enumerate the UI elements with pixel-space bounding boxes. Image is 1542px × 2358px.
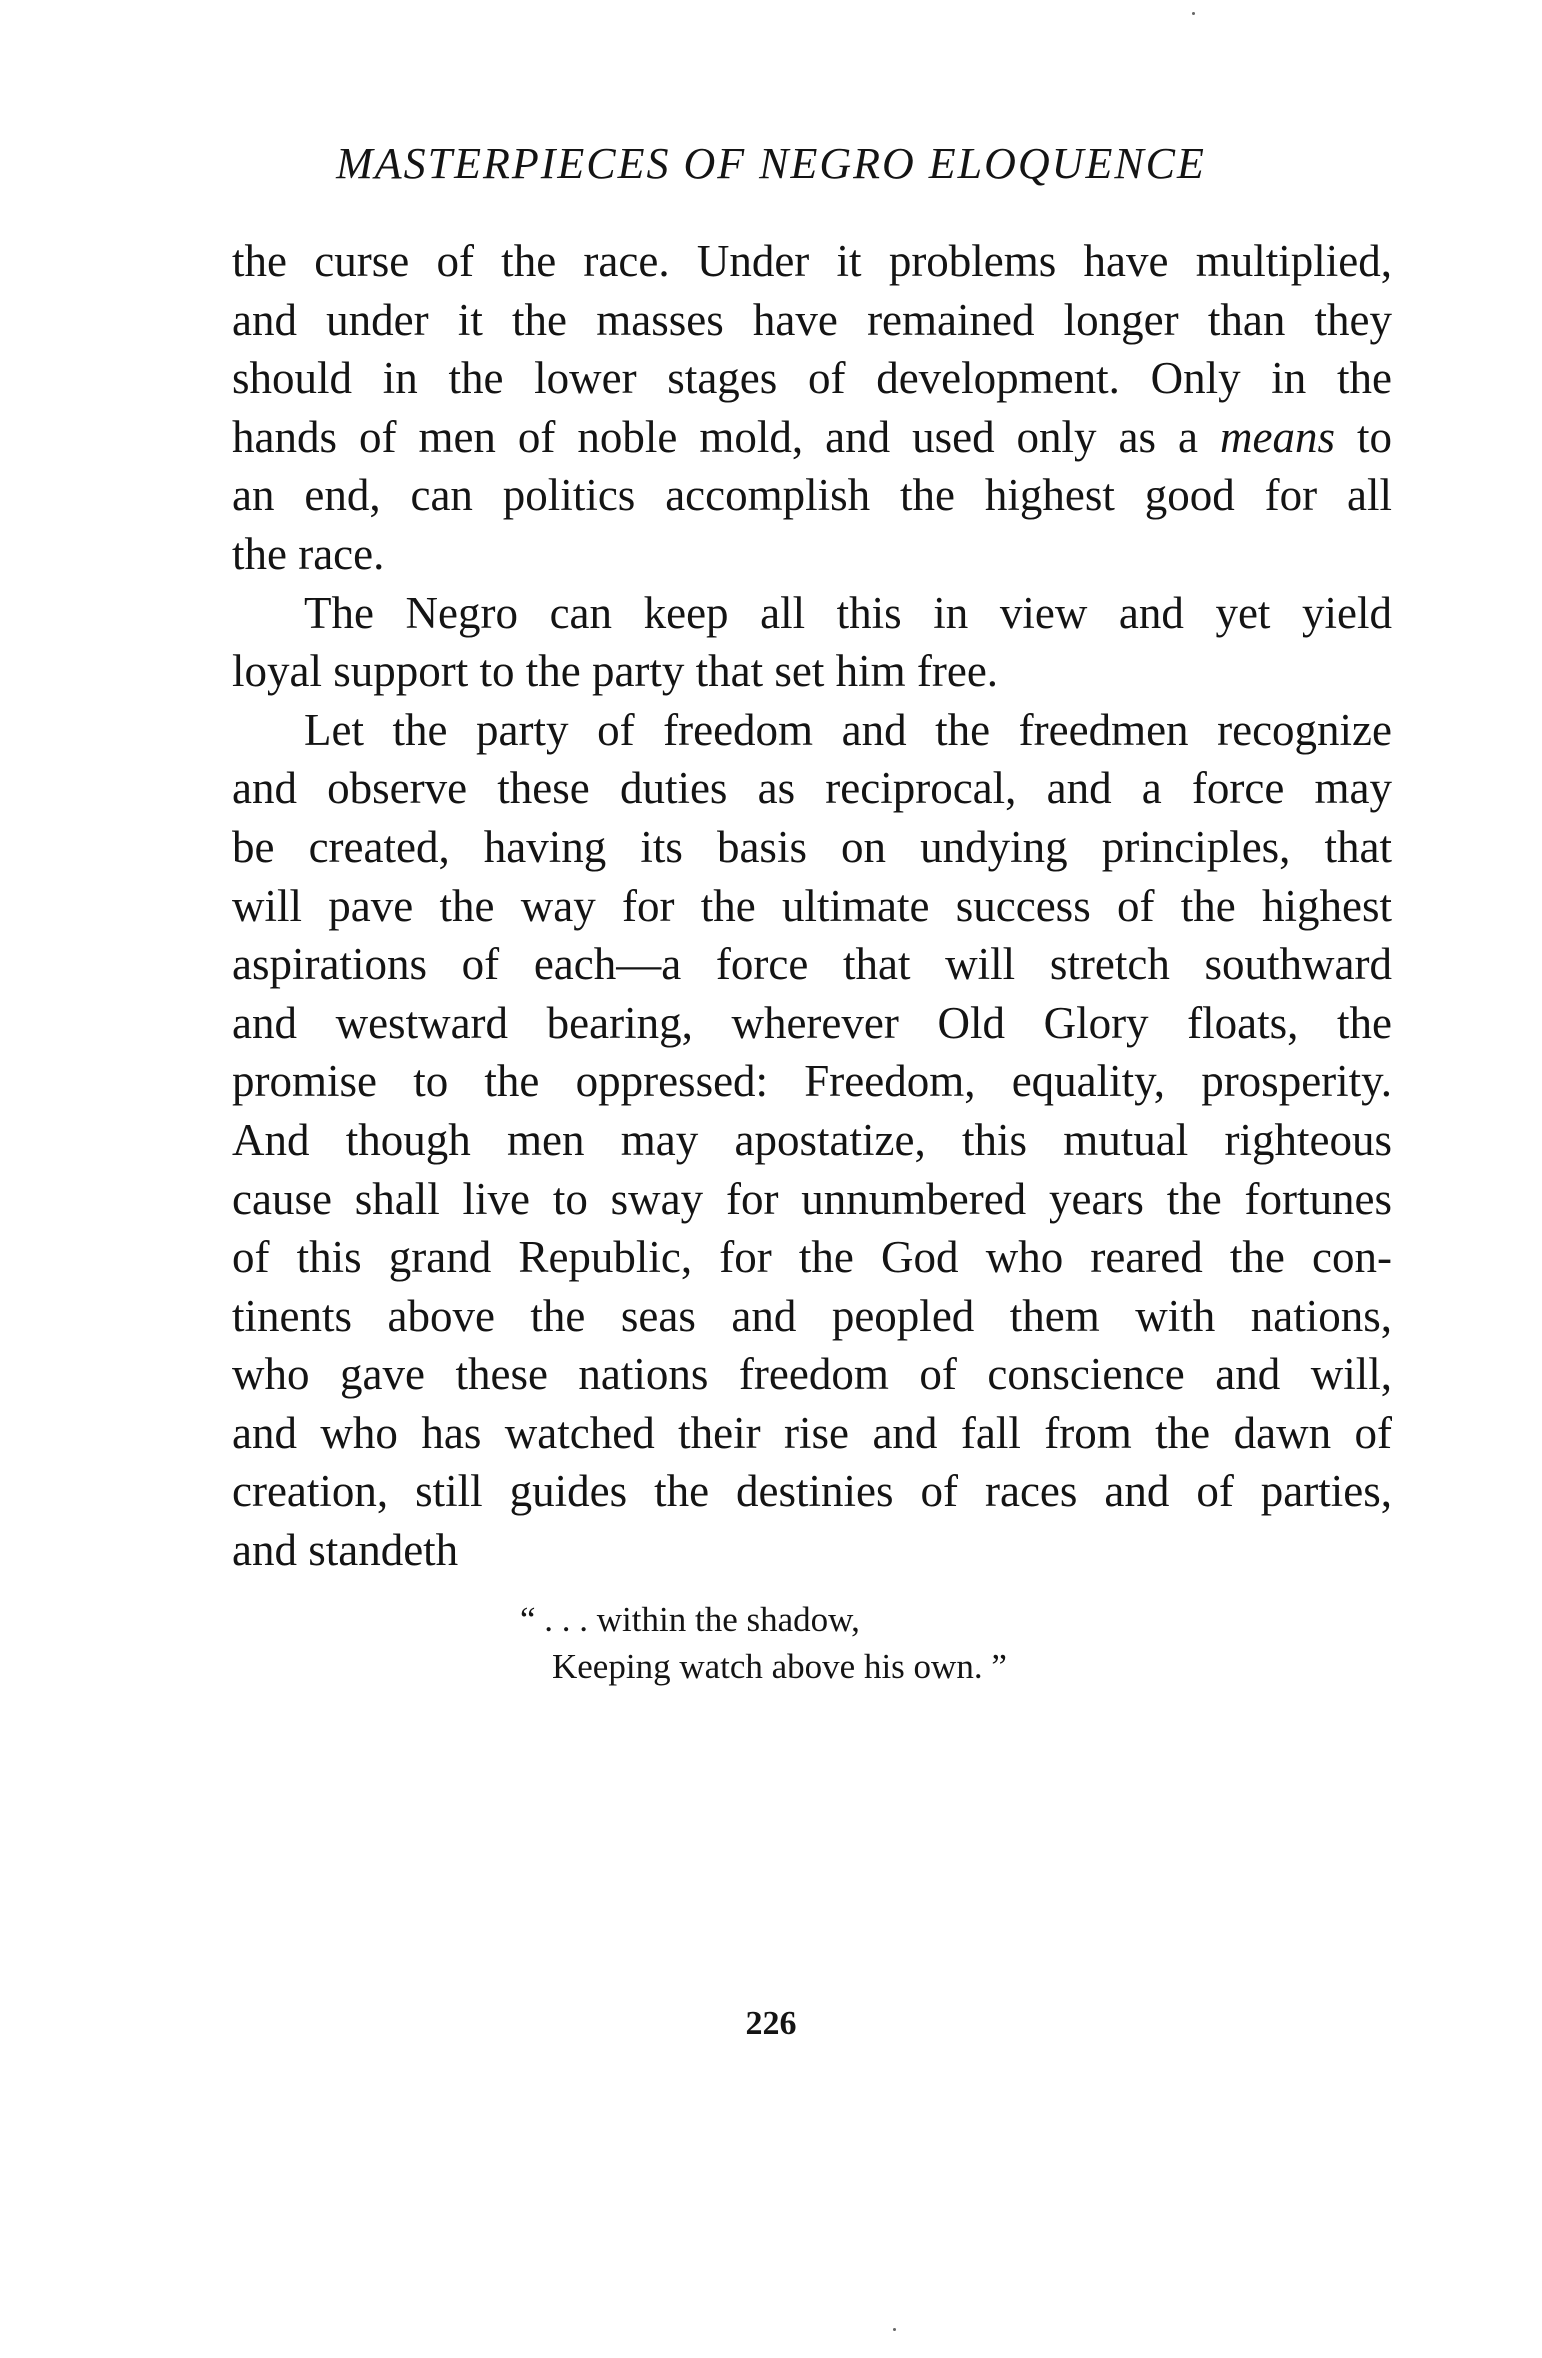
text-line: tinents above the seas and peopled them with nations, (232, 1290, 1392, 1341)
text-line: the race. (232, 528, 385, 579)
text-line: of this grand Republic, for the God who reared the con- (232, 1232, 1392, 1283)
text-line: creation, still guides the destinies of races and of parties, (232, 1466, 1392, 1517)
text-line: who gave these nations freedom of conscience and will, (232, 1349, 1392, 1400)
page-number: 226 (745, 2005, 797, 2042)
paragraph (232, 701, 1392, 1580)
paragraph (232, 584, 1392, 701)
verse-line: “ . . . within the shadow, (520, 1600, 860, 1639)
print-speck (893, 2328, 896, 2331)
text-line: cause shall live to sway for unnumbered years the fortunes (232, 1173, 1392, 1224)
verse-line: Keeping watch above his own. ” (552, 1647, 1007, 1686)
emphasis-means: means (1220, 411, 1335, 462)
text-line: hands of men of noble mold, and used only as a means to (232, 411, 1392, 462)
running-head: MASTERPIECES OF NEGRO ELOQUENCE (336, 139, 1206, 188)
print-speck (1192, 12, 1195, 15)
text-line: and under it the masses have remained longer than they (232, 294, 1392, 345)
body-text (232, 232, 1392, 1580)
text-line: Let the party of freedom and the freedmen recognize (304, 704, 1392, 755)
text-line: an end, can politics accomplish the highest good for all (232, 470, 1392, 521)
text-line: and observe these duties as reciprocal, and a force may (232, 763, 1392, 814)
paragraph (232, 232, 1392, 584)
text-line: the curse of the race. Under it problems have multiplied, (232, 236, 1392, 286)
text-line: and westward bearing, wherever Old Glory floats, the (232, 997, 1392, 1048)
text-line: The Negro can keep all this in view and yet yield (304, 587, 1392, 638)
text-line: and who has watched their rise and fall from the dawn of (232, 1407, 1392, 1458)
text-line: will pave the way for the ultimate success of the highest (232, 880, 1392, 931)
text-line: be created, having its basis on undying principles, that (232, 821, 1392, 872)
text-line: promise to the oppressed: Freedom, equality, prosperity. (232, 1056, 1392, 1107)
text-line: And though men may apostatize, this mutual righteous (232, 1114, 1392, 1165)
text-line: should in the lower stages of development. Only in the (232, 353, 1392, 404)
verse-quotation (520, 1596, 1220, 1690)
text-line: aspirations of each—a force that will stretch southward (232, 939, 1392, 990)
text-line: and standeth (232, 1525, 459, 1576)
text-line: loyal support to the party that set him free. (232, 646, 999, 697)
